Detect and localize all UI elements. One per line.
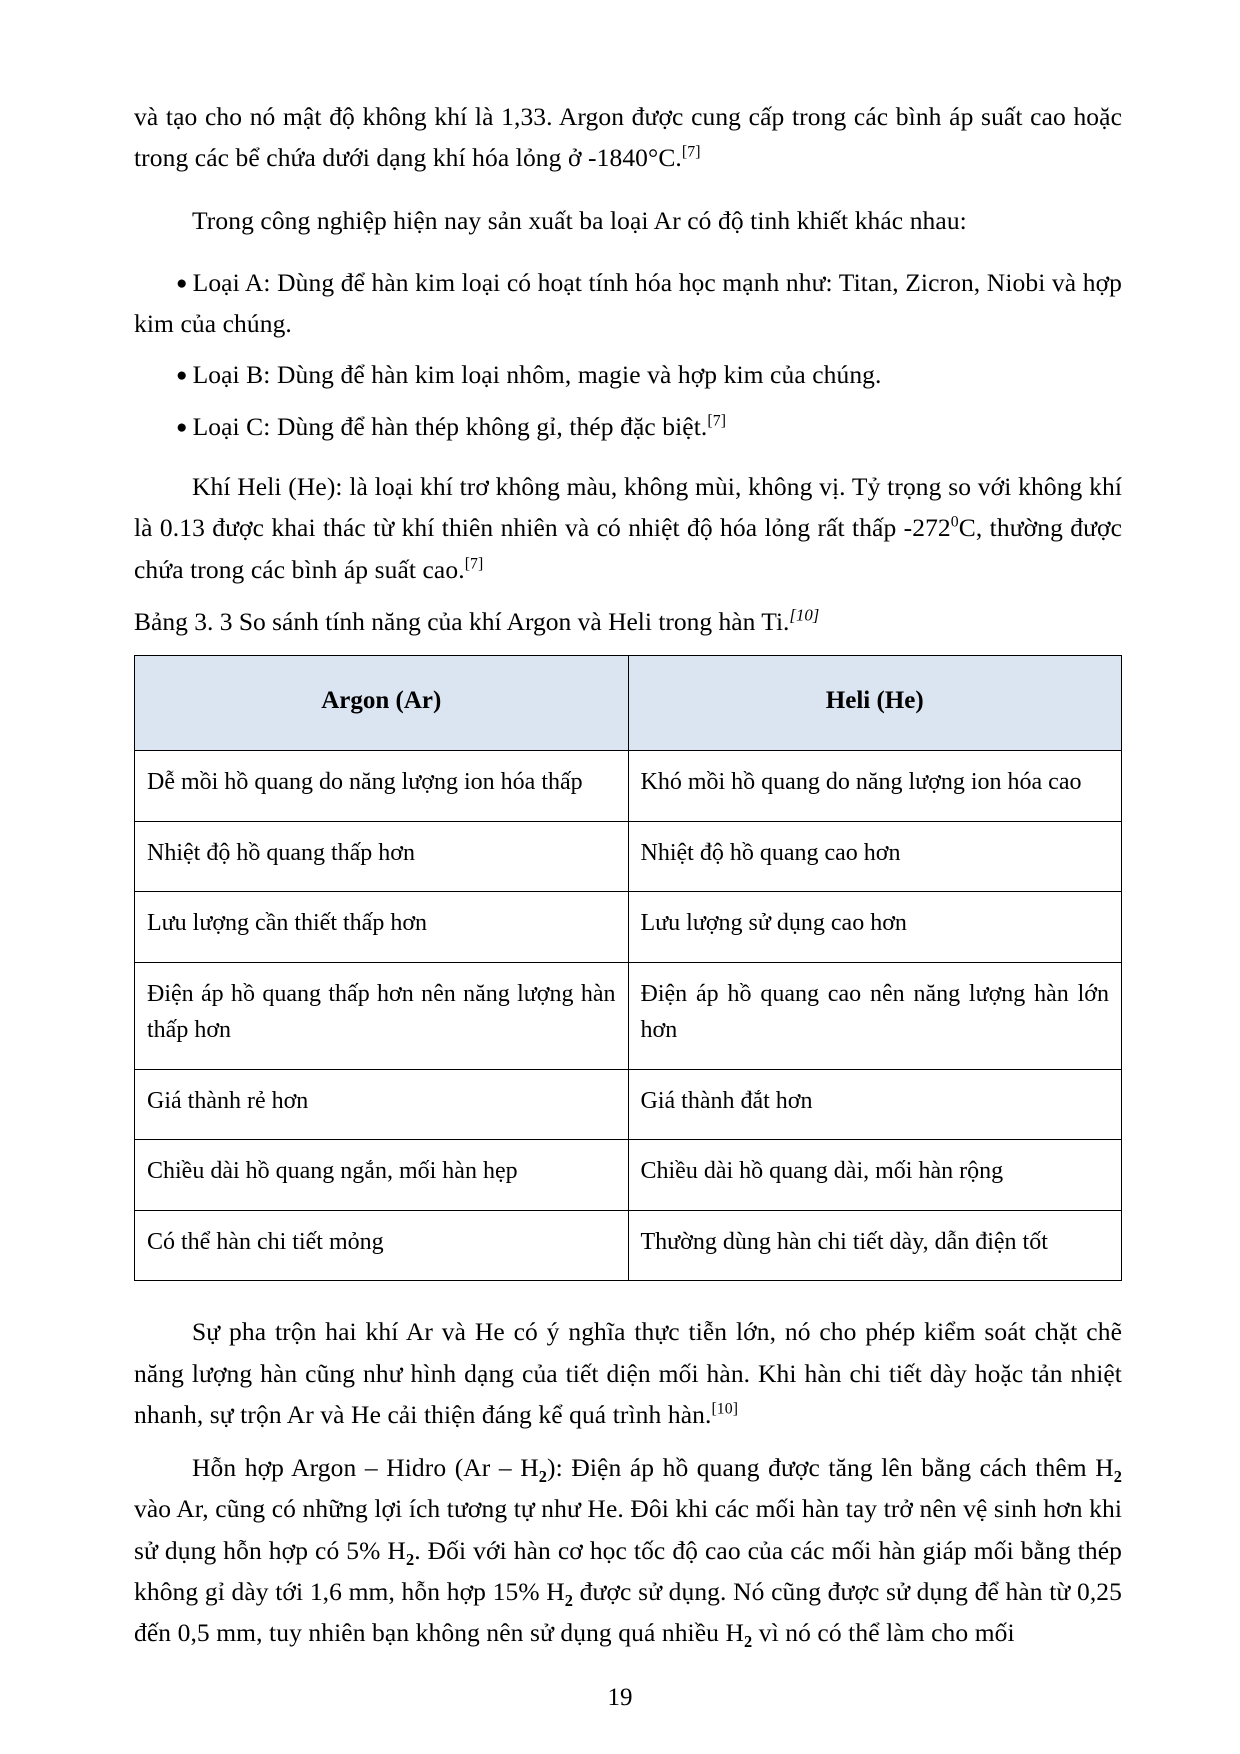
paragraph-argon-supply-text: và tạo cho nó mật độ không khí là 1,33. Argon được cung cấp trong các bình áp suất cao hoặc trong các bể chứa dưới dạng khí hóa lỏng ở -1840°C. [134,102,1122,173]
subscript-2: 2 [564,1591,574,1611]
bullet-item-loai-b [134,354,1122,395]
bullet-item-loai-a [134,262,1122,345]
page-number: 19 [607,1684,633,1711]
reference-marker: [7] [707,412,727,430]
table-cell-argon: Dễ mồi hồ quang do năng lượng ion hóa thấp [135,751,629,821]
spacer [134,1281,1122,1311]
subscript-2: 2 [405,1549,415,1569]
spacer [134,183,1122,200]
table-caption-text: Bảng 3. 3 So sánh tính năng của khí Argon và Heli trong hàn Ti. [134,606,790,636]
spacer [134,346,1122,354]
p5-seg-e: được sử dụng. Nó cũng được sử dụng để hàn từ 0,25 đến 0,5 mm, tuy nhiên bạn không nên sử dụng quá nhiều H [134,1577,1122,1648]
paragraph-helium-description [134,466,1122,590]
table-row [135,1210,1122,1280]
table-cell-heli: Nhiệt độ hồ quang cao hơn [628,821,1122,891]
table-row [135,1069,1122,1139]
degree-superscript: 0 [950,513,959,531]
paragraph-helium-text-part1: Khí Heli (He): là loại khí trơ không màu, không mùi, không vị. Tỷ trọng so với không khí là 0.13 được khai thác từ khí thiên nhiên và có nhiệt độ hóa lỏng rất thấp -272 [134,472,1122,543]
p5-seg-f: vì nó có thể làm cho mối [752,1618,1015,1648]
spacer [134,245,1122,262]
table-cell-argon: Chiều dài hồ quang ngắn, mối hàn hẹp [135,1140,629,1210]
bullet-item-loai-a-label: Loại A: Dùng để hàn kim loại có hoạt tính hóa học mạnh như: Titan, Zicron, Niobi và hợp kim của chúng. [134,267,1122,339]
reference-marker: [10] [711,1400,739,1418]
subscript-2: 2 [538,1467,548,1487]
table-cell-heli: Khó mồi hồ quang do năng lượng ion hóa cao [628,751,1122,821]
table-cell-heli: Chiều dài hồ quang dài, mối hàn rộng [628,1140,1122,1210]
table-cell-argon: Giá thành rẻ hơn [135,1069,629,1139]
table-cell-heli: Giá thành đắt hơn [628,1069,1122,1139]
paragraph-helium-text-part2: C, thường được chứa trong các bình áp suất cao. [134,513,1123,584]
spacer [134,449,1122,466]
table-cell-argon: Có thể hàn chi tiết mỏng [135,1210,629,1280]
table-row [135,892,1122,962]
table-cell-argon: Lưu lượng cần thiết thấp hơn [135,892,629,962]
table-header-argon: Argon (Ar) [135,656,629,751]
subscript-2: 2 [1113,1467,1122,1487]
table-cell-heli: Lưu lượng sử dụng cao hơn [628,892,1122,962]
bullet-item-loai-c-label: Loại C: Dùng để hàn thép không gỉ, thép đặc biệt. [192,411,708,441]
bullet-item-loai-b-label: Loại B: Dùng để hàn kim loại nhôm, magie và hợp kim của chúng. [192,360,882,390]
bullet-dot-icon: ● [176,416,188,438]
bullet-dot-icon: ● [176,272,188,294]
p5-seg-c: vào Ar, cũng có những lợi ích tương tự như He. Đôi khi các mối hàn tay trở nên vệ sinh hơn khi sử dụng hỗn hợp có 5% H [134,1494,1122,1565]
table-header-heli: Heli (He) [628,656,1122,751]
paragraph-mixing-text: Sự pha trộn hai khí Ar và He có ý nghĩa thực tiễn lớn, nó cho phép kiểm soát chặt chẽ năng lượng hàn cũng như hình dạng của tiết diện mối hàn. Khi hàn chi tiết dày hoặc tản nhiệt nhanh, sự trộn Ar và He cải thiện đáng kể quá trình hàn. [134,1317,1122,1429]
table-row [135,821,1122,891]
table-row [135,962,1122,1069]
reference-marker: [7] [681,143,701,161]
table-row [135,1140,1122,1210]
table-header [135,656,1122,751]
table-header-row [135,656,1122,751]
spacer [134,1439,1122,1447]
paragraph-argon-supply [134,96,1122,179]
comparison-table [134,655,1122,1281]
reference-marker: [7] [464,555,484,573]
subscript-2: 2 [744,1632,753,1652]
table-body [135,751,1122,1281]
p5-seg-b: ): Điện áp hồ quang được tăng lên bằng cách thêm H [547,1453,1114,1483]
table-cell-heli: Thường dùng hàn chi tiết dày, dẫn điện tốt [628,1210,1122,1280]
paragraph-argon-hydrogen [134,1447,1122,1653]
table-cell-argon: Nhiệt độ hồ quang thấp hơn [135,821,629,891]
p5-seg-d: . Đối với hàn cơ học tốc độ cao của các mối hàn giáp mối bằng thép không gỉ dày tới 1,6 mm, hỗn hợp 15% H [134,1535,1122,1607]
paragraph-industry-types: Trong công nghiệp hiện nay sản xuất ba loại Ar có độ tinh khiết khác nhau: [192,205,967,235]
spacer [134,594,1122,602]
table-cell-heli: Điện áp hồ quang cao nên năng lượng hàn lớn hơn [628,962,1122,1069]
spacer [134,398,1122,406]
table-caption [134,602,1122,642]
table-cell-argon: Điện áp hồ quang thấp hơn nên năng lượng hàn thấp hơn [135,962,629,1069]
bullet-dot-icon: ● [176,365,188,387]
table-caption-reference: [10] [789,605,820,625]
paragraph-mixing [134,1311,1122,1435]
bullet-item-loai-c [134,406,1122,447]
table-row [135,751,1122,821]
p5-seg-a: Hỗn hợp Argon – Hidro (Ar – H [192,1453,539,1483]
